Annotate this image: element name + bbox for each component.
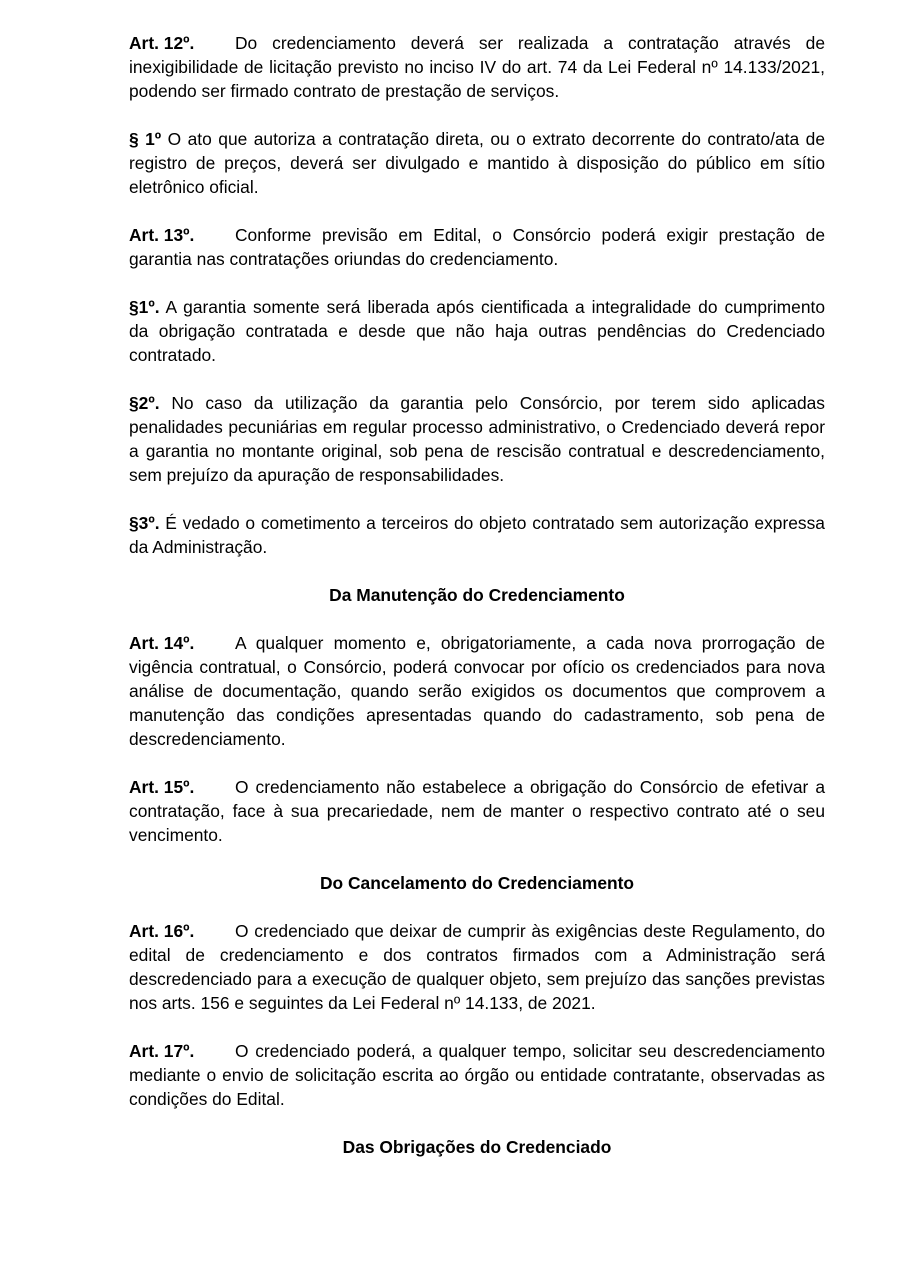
article-label: Art. 14º.: [129, 633, 195, 653]
section-heading-manutencao: Da Manutenção do Credenciamento: [329, 585, 625, 605]
article-13-paragraph-2: [129, 391, 825, 487]
article-13: [129, 223, 825, 271]
paragraph-label: § 1º: [129, 129, 162, 149]
article-12: [129, 31, 825, 103]
article-text: Do credenciamento deverá ser realizada a contratação através de inexigibilidade de licitação previsto no inciso IV do art. 74 da Lei Federal nº 14.133/2021, podendo ser firmado contrato de prestação de serviços.: [129, 33, 825, 101]
article-17: [129, 1039, 825, 1111]
paragraph-label: §3º.: [129, 513, 160, 533]
paragraph-text: No caso da utilização da garantia pelo Consórcio, por terem sido aplicadas penalidades pecuniárias em regular processo administrativo, o Credenciado deverá repor a garantia no montante original, sob pena de rescisão contratual e descredenciamento, sem prejuízo da apuração de responsabilidades.: [129, 393, 825, 485]
paragraph-label: §1º.: [129, 297, 160, 317]
article-16: [129, 919, 825, 1015]
article-label: Art. 15º.: [129, 777, 195, 797]
article-label: Art. 17º.: [129, 1041, 195, 1061]
paragraph-text: O ato que autoriza a contratação direta, ou o extrato decorrente do contrato/ata de registro de preços, deverá ser divulgado e mantido à disposição do público em sítio eletrônico oficial.: [129, 129, 825, 197]
article-text: A qualquer momento e, obrigatoriamente, a cada nova prorrogação de vigência contratual, o Consórcio, poderá convocar por ofício os credenciados para nova análise de documentação, quando serão exigidos os documentos que comprovem a manutenção das condições apresentadas quando do cadastramento, sob pena de descredenciamento.: [129, 633, 825, 749]
article-text: O credenciamento não estabelece a obrigação do Consórcio de efetivar a contratação, face à sua precariedade, nem de manter o respectivo contrato até o seu vencimento.: [129, 777, 825, 845]
article-label: Art. 12º.: [129, 33, 195, 53]
article-14: [129, 631, 825, 751]
article-13-paragraph-1: [129, 295, 825, 367]
paragraph-text: A garantia somente será liberada após cientificada a integralidade do cumprimento da obrigação contratada e desde que não haja outras pendências do Credenciado contratado.: [129, 297, 825, 365]
article-text: Conforme previsão em Edital, o Consórcio poderá exigir prestação de garantia nas contratações oriundas do credenciamento.: [129, 225, 825, 269]
article-label: Art. 13º.: [129, 225, 195, 245]
article-13-paragraph-3: [129, 511, 825, 559]
article-label: Art. 16º.: [129, 921, 195, 941]
section-heading-cancelamento: Do Cancelamento do Credenciamento: [319, 873, 635, 893]
article-text: O credenciado que deixar de cumprir às exigências deste Regulamento, do edital de credenciamento e dos contratos firmados com a Administração será descredenciado para a execução de qualquer objeto, sem prejuízo das sanções previstas nos arts. 156 e seguintes da Lei Federal nº 14.133, de 2021.: [129, 921, 825, 1013]
article-text: O credenciado poderá, a qualquer tempo, solicitar seu descredenciamento mediante o envio de solicitação escrita ao órgão ou entidade contratante, observadas as condições do Edital.: [129, 1041, 825, 1109]
document-page: [129, 31, 825, 1183]
article-12-paragraph-1: [129, 127, 825, 199]
section-heading-obrigacoes: Das Obrigações do Credenciado: [342, 1137, 612, 1157]
paragraph-text: É vedado o cometimento a terceiros do objeto contratado sem autorização expressa da Administração.: [129, 513, 825, 557]
article-15: [129, 775, 825, 847]
paragraph-label: §2º.: [129, 393, 160, 413]
